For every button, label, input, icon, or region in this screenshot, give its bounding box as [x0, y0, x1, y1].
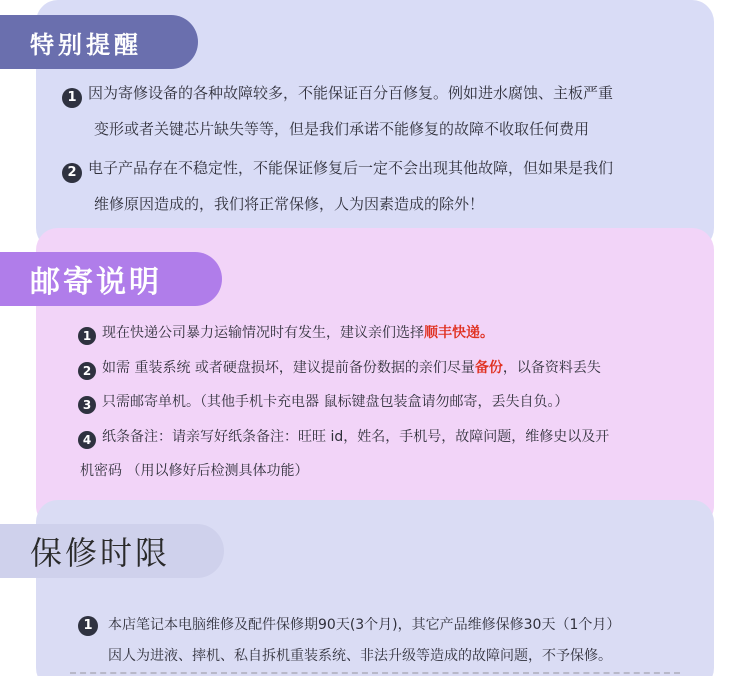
shipping-highlight-backup: 备份	[474, 360, 503, 376]
notice-item-2-line-2: 维修原因造成的，我们将正常保修，人为因素造成的除外！	[94, 195, 485, 213]
notice-item-2	[62, 157, 613, 183]
shipping-item-3-text: 只需邮寄单机。（其他手机卡充电器 鼠标键盘包装盒请勿邮寄，丢失自负。）	[102, 394, 569, 410]
section-title-shipping: 邮寄说明	[0, 252, 222, 306]
shipping-item-2-text-b: ，以备资料丢失	[502, 360, 601, 376]
shipping-item-4	[78, 426, 609, 449]
number-badge: 1	[78, 327, 96, 345]
number-badge: 2	[62, 163, 82, 183]
notice-item-2-line-1: 电子产品存在不稳定性，不能保证修复后一定不会出现其他故障，但如果是我们	[88, 159, 614, 177]
shipping-item-4-line-1: 纸条备注：请亲写好纸条备注：旺旺 id，姓名，手机号，故障问题，维修史以及开	[102, 429, 610, 445]
shipping-item-1	[78, 322, 494, 345]
notice-item-1-line-1: 因为寄修设备的各种故障较多，不能保证百分百修复。例如进水腐蚀、主板严重	[88, 84, 614, 102]
section-title-notice: 特别提醒	[0, 15, 198, 69]
notice-item-1	[62, 82, 613, 108]
shipping-item-2	[78, 357, 601, 380]
shipping-item-4-line-2: 机密码 （用以修好后检测具体功能）	[80, 463, 309, 479]
shipping-item-1-text: 现在快递公司暴力运输情况时有发生，建议亲们选择	[102, 325, 424, 341]
number-badge: 3	[78, 396, 96, 414]
number-badge: 2	[78, 362, 96, 380]
warranty-item-1-line-1: 本店笔记本电脑维修及配件保修期90天(3个月)，其它产品维修保修30天（1个月）	[108, 617, 621, 633]
number-badge: 1	[62, 88, 82, 108]
notice-item-1-line-2: 变形或者关键芯片缺失等等，但是我们承诺不能修复的故障不收取任何费用	[94, 120, 590, 138]
number-badge: 1	[78, 616, 98, 636]
dashed-divider	[70, 672, 680, 674]
warranty-item-1-line-2: 因人为进液、摔机、私自拆机重装系统、非法升级等造成的故障问题，不予保修。	[108, 648, 612, 664]
shipping-item-2-text-a: 如需 重装系统 或者硬盘损坏，建议提前备份数据的亲们尽量	[102, 360, 475, 376]
shipping-item-3	[78, 391, 568, 414]
number-badge: 4	[78, 431, 96, 449]
warranty-item-1	[78, 614, 104, 636]
section-title-warranty: 保修时限	[0, 524, 224, 578]
shipping-highlight-sf: 顺丰快递。	[424, 325, 494, 341]
